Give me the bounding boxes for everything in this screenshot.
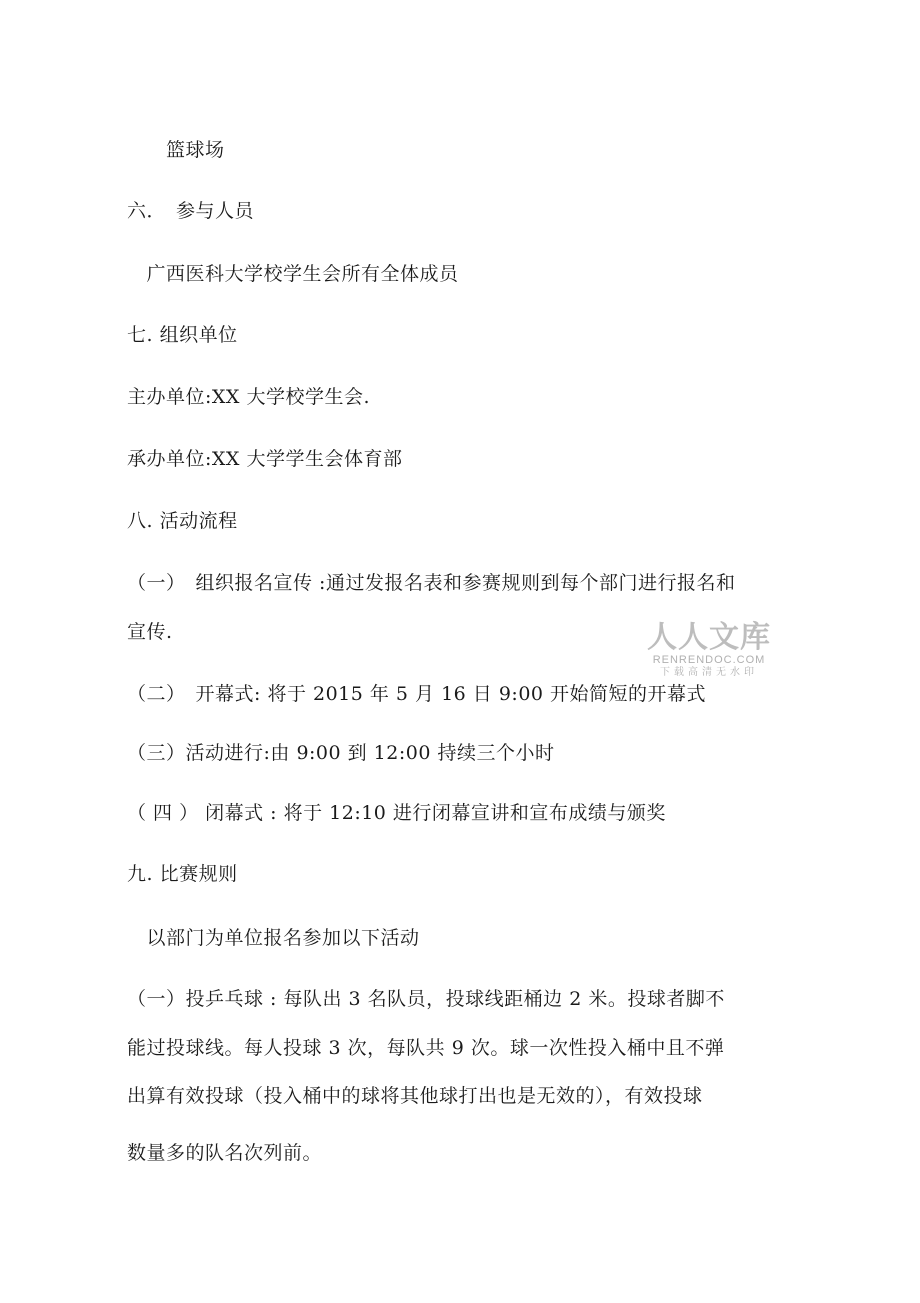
section-heading-rules: 九. 比赛规则 [127,863,238,885]
text-line-process-1-cont: 宣传. [127,621,173,643]
text-line-rule-1-cont-3: 数量多的队名次列前。 [127,1142,323,1164]
text-line-process-4: （ 四 ） 闭幕式 : 将于 12:10 进行闭幕宣讲和宣布成绩与颁奖 [127,802,666,824]
text-line-rules-intro: 以部门为单位报名参加以下活动 [127,927,420,949]
text-line-venue: 篮球场 [127,139,225,161]
watermark-brand: 人人文库 [647,620,771,655]
watermark-tagline: 下载高清无水印 [660,667,758,678]
text-line-process-3: （三）活动进行:由 9:00 到 12:00 持续三个小时 [127,742,555,764]
text-line-process-1: （一） 组织报名宣传 :通过发报名表和参赛规则到每个部门进行报名和 [127,572,736,594]
text-line-participants: 广西医科大学校学生会所有全体成员 [127,263,459,285]
text-line-rule-1: （一）投乒乓球 : 每队出 3 名队员，投球线距桶边 2 米。投球者脚不 [127,988,725,1010]
section-heading-process: 八. 活动流程 [127,510,238,532]
section-heading-organizers: 七. 组织单位 [127,324,238,346]
text-line-co-organizer: 承办单位:XX 大学学生会体育部 [127,448,403,470]
watermark [646,622,772,679]
text-line-process-2: （二） 开幕式: 将于 2015 年 5 月 16 日 9:00 开始简短的开幕式 [127,683,707,705]
text-line-host: 主办单位:XX 大学校学生会. [127,386,371,408]
text-line-rule-1-cont-1: 能过投球线。每人投球 3 次，每队共 9 次。球一次性投入桶中且不弹 [127,1037,725,1059]
section-heading-participants: 六． 参与人员 [127,200,255,222]
text-line-rule-1-cont-2: 出算有效投球（投入桶中的球将其他球打出也是无效的），有效投球 [127,1085,703,1107]
watermark-domain: RENRENDOC.COM [652,654,766,666]
